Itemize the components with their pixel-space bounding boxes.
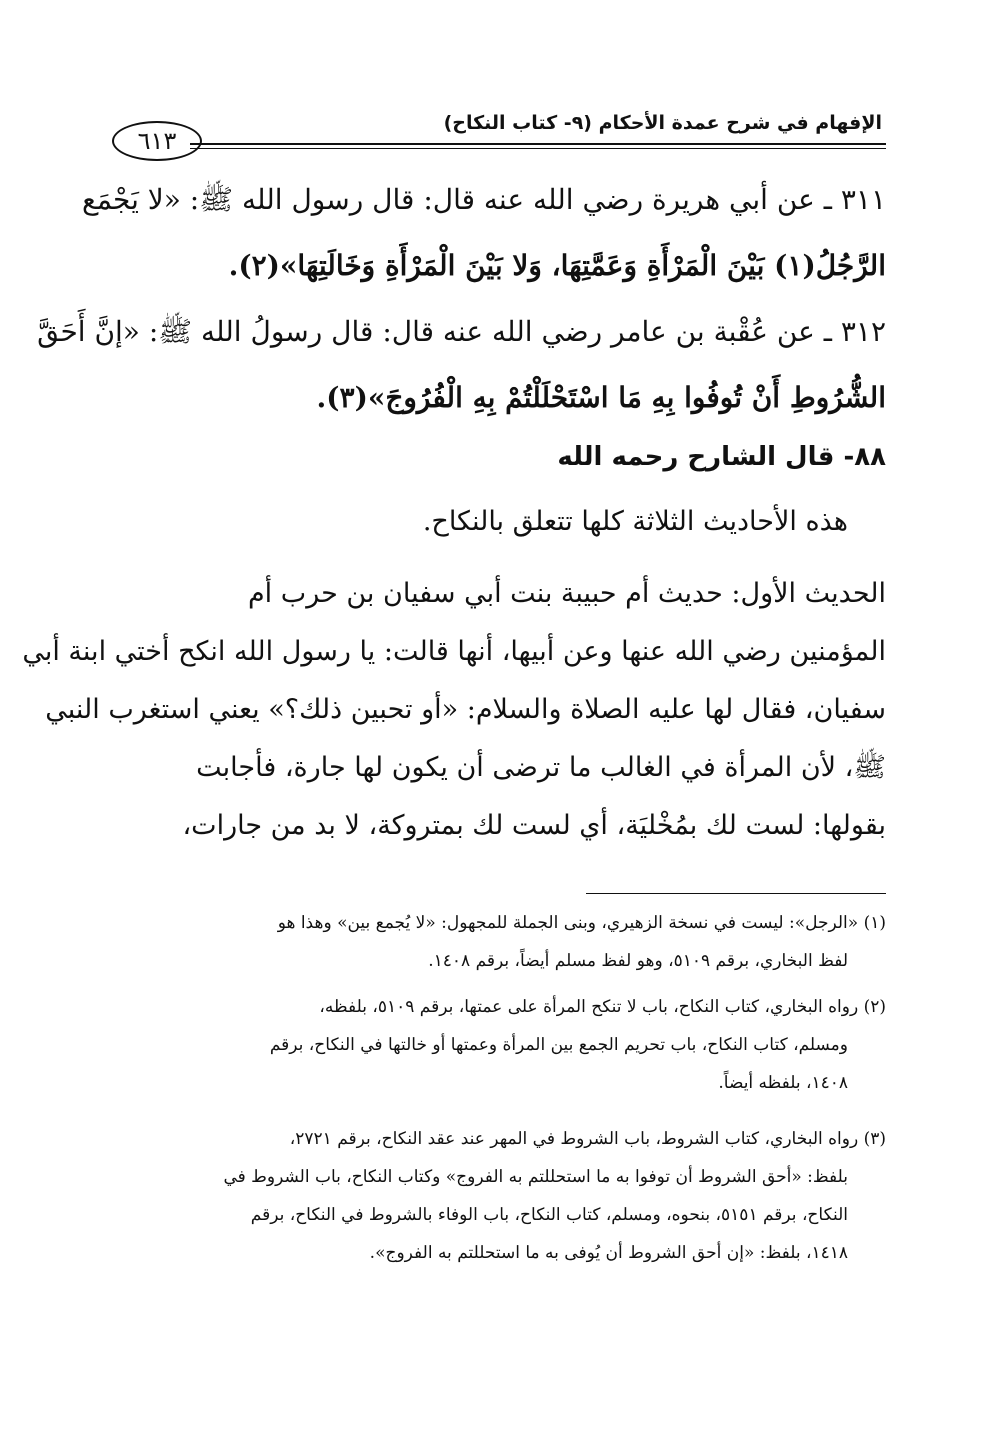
section-heading: ٨٨- قال الشارح رحمه الله xyxy=(557,442,886,472)
header-rule xyxy=(190,143,886,145)
footnote-1-line-1: (١) «الرجل»: ليست في نسخة الزهيري، وبنى الجملة للمجهول: «لا يُجمع بين» وهذا هو xyxy=(277,913,886,933)
header-rule-thin xyxy=(190,148,886,149)
footnote-separator xyxy=(586,893,886,894)
hadith-312-line-1: ٣١٢ ـ عن عُقْبة بن عامر رضي الله عنه قال: قال رسولُ الله ﷺ: «إنَّ أَحَقَّ xyxy=(37,315,886,348)
body-line-2: المؤمنين رضي الله عنها وعن أبيها، أنها قالت: يا رسول الله انكح أختي ابنة أبي xyxy=(22,636,886,667)
footnote-2-line-1: (٢) رواه البخاري، كتاب النكاح، باب لا تنكح المرأة على عمتها، برقم ٥١٠٩، بلفظه، xyxy=(319,997,886,1017)
footnote-2-line-3: ١٤٠٨، بلفظه أيضاً. xyxy=(718,1073,848,1093)
footnote-3-line-3: النكاح، برقم ٥١٥١، بنحوه، ومسلم، كتاب النكاح، باب الوفاء بالشروط في النكاح، برقم xyxy=(250,1205,848,1225)
hadith-311-line-2: الرَّجُلُ(١) بَيْنَ الْمَرْأَةِ وَعَمَّتِهَا، وَلا بَيْنَ الْمَرْأَةِ وَخَالَتِهَا»(٢). xyxy=(228,249,886,282)
footnote-2-line-2: ومسلم، كتاب النكاح، باب تحريم الجمع بين المرأة وعمتها أو خالتها في النكاح، برقم xyxy=(269,1035,848,1055)
footnote-3-line-4: ١٤١٨، بلفظ: «إن أحق الشروط أن يُوفى به ما استحللتم به الفروج». xyxy=(369,1243,848,1263)
body-line-1: الحديث الأول: حديث أم حبيبة بنت أبي سفيان بن حرب أم xyxy=(247,578,886,609)
footnote-3-line-1: (٣) رواه البخاري، كتاب الشروط، باب الشروط في المهر عند عقد النكاح، برقم ٢٧٢١، xyxy=(289,1129,886,1149)
page-number: ٦١٣ xyxy=(112,121,202,161)
hadith-312-line-2: الشُّرُوطِ أَنْ تُوفُوا بِهِ مَا اسْتَحْلَلْتُمْ بِهِ الْفُرُوجَ»(٣). xyxy=(316,381,886,414)
footnote-3-line-2: بلفظ: «أحق الشروط أن توفوا به ما استحللتم به الفروج» وكتاب النكاح، باب الشروط في xyxy=(223,1167,848,1187)
body-paragraph-1: هذه الأحاديث الثلاثة كلها تتعلق بالنكاح. xyxy=(422,506,848,537)
body-line-3: سفيان، فقال لها عليه الصلاة والسلام: «أو تحبين ذلك؟» يعني استغرب النبي xyxy=(45,694,886,725)
body-line-4: ﷺ، لأن المرأة في الغالب ما ترضى أن يكون لها جارة، فأجابت xyxy=(196,752,886,783)
hadith-311-line-1: ٣١١ ـ عن أبي هريرة رضي الله عنه قال: قال رسول الله ﷺ: «لا يَجْمَع xyxy=(81,183,886,216)
running-header-title: الإفهام في شرح عمدة الأحكام (٩- كتاب النكاح) xyxy=(443,112,882,134)
footnote-1-line-2: لفظ البخاري، برقم ٥١٠٩، وهو لفظ مسلم أيضاً، برقم ١٤٠٨. xyxy=(428,951,848,971)
body-line-5: بقولها: لست لك بمُخْليَة، أي لست لك بمتروكة، لا بد من جارات، xyxy=(182,810,886,841)
